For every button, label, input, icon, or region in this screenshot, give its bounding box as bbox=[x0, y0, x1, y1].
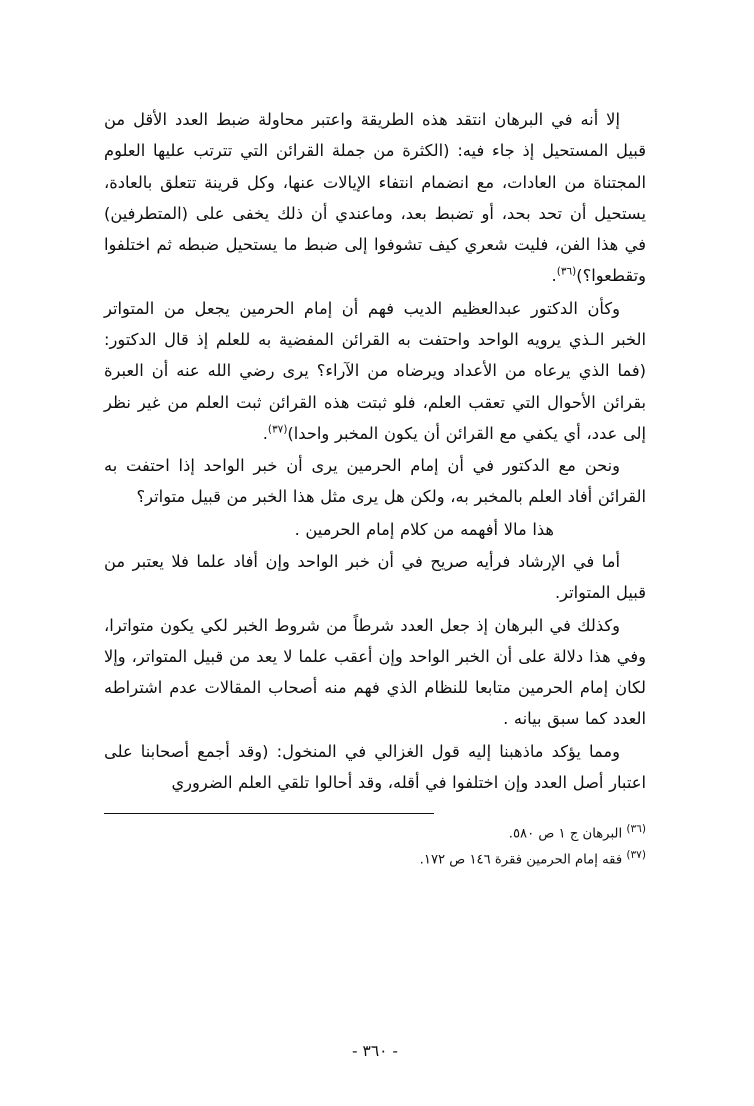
paragraph bbox=[104, 293, 646, 449]
paragraph-text: وكذلك في البرهان إذ جعل العدد شرطاً من شروط الخبر لكي يكون متواترا، وفي هذا دلالة على أن الخبر الواحد وإن أعقب علما لا يعد من قبيل المتواتر، وإلا لكان إمام الحرمين متابعا للنظام الذي فهم منه أصحاب المقالات عدم اشتراطه العدد كما سبق بيانه . bbox=[104, 615, 646, 729]
paragraph bbox=[104, 104, 646, 292]
footnote-number: (٣٦) bbox=[626, 823, 646, 836]
paragraph bbox=[104, 546, 646, 609]
paragraph bbox=[104, 610, 646, 735]
page-number: - ٣٦٠ - bbox=[351, 1042, 399, 1060]
paragraph-text: إلا أنه في البرهان انتقد هذه الطريقة واعتبر محاولة ضبط العدد الأقل من قبيل المستحيل إذ جاء فيه: (الكثرة من جملة القرائن التي تترتب عليها العلوم المجتناة من العادات، مع انضمام انتفاء الإيالات عنها، وكل قرينة تتعلق بالعادة، يستحيل أن تحد بحد، أو تضبط بعد، وماعندي أن ذلك يخفى على (المتطرفين) في هذا الفن، فليت شعري كيف تشوفوا إلى ضبط ما يستحيل ضبطه ثم اختلفوا وتقطعوا؟) bbox=[104, 110, 646, 286]
paragraph-text: ومما يؤكد ماذهبنا إليه قول الغزالي في المنخول: (وقد أجمع أصحابنا على اعتبار أصل العدد وإن اختلفوا في أقله، وقد أحالوا تلقي العلم الضروري bbox=[104, 741, 646, 792]
footnote-number: (٣٧) bbox=[626, 849, 646, 862]
footnote-text: البرهان ج ١ ص ٥٨٠. bbox=[508, 826, 623, 842]
paragraph bbox=[104, 514, 646, 545]
page-body bbox=[104, 104, 646, 799]
footnote-marker: (٣٧) bbox=[267, 423, 288, 436]
paragraph-text: وكأن الدكتور عبدالعظيم الديب فهم أن إمام الحرمين يجعل من المتواتر الخبر الـذي يرويه الواحد واحتفت به القرائن المفضية به للعلم إذ قال الدكتور: (فما الذي يرعاه من الأعداد ويرضاه من الآراء؟ يرى رضي الله عنه أن العبرة بقرائن الأحوال التي تعقب العلم، فلو ثبتت هذه القرائن ثبت العلم من غير نظر إلى عدد، أي يكفي مع القرائن أن يكون المخبر واحدا) bbox=[104, 298, 646, 443]
paragraph-text: أما في الإرشاد فرأيه صريح في أن خبر الواحد وإن أفاد علما فلا يعتبر من قبيل المتواتر. bbox=[104, 551, 646, 603]
paragraph-text: هذا مالا أفهمه من كلام إمام الحرمين . bbox=[294, 519, 554, 539]
paragraph bbox=[104, 450, 646, 513]
footnote-text: فقه إمام الحرمين فقرة ١٤٦ ص ١٧٢. bbox=[419, 852, 623, 868]
footnote-area bbox=[104, 820, 646, 872]
footnote-item bbox=[104, 820, 646, 846]
footnote-item bbox=[104, 846, 646, 872]
footnote-marker: (٣٦) bbox=[556, 265, 577, 278]
footnote-separator bbox=[104, 813, 434, 814]
paragraph-tail: . bbox=[551, 266, 557, 286]
page-spacer bbox=[104, 872, 646, 1042]
paragraph-tail: . bbox=[262, 423, 268, 443]
paragraph-text: ونحن مع الدكتور في أن إمام الحرمين يرى أن خبر الواحد إذا احتفت به القرائن أفاد العلم بالمخبر به، ولكن هل يرى مثل هذا الخبر من قبيل متواتر؟ bbox=[104, 456, 646, 507]
paragraph bbox=[104, 736, 646, 799]
